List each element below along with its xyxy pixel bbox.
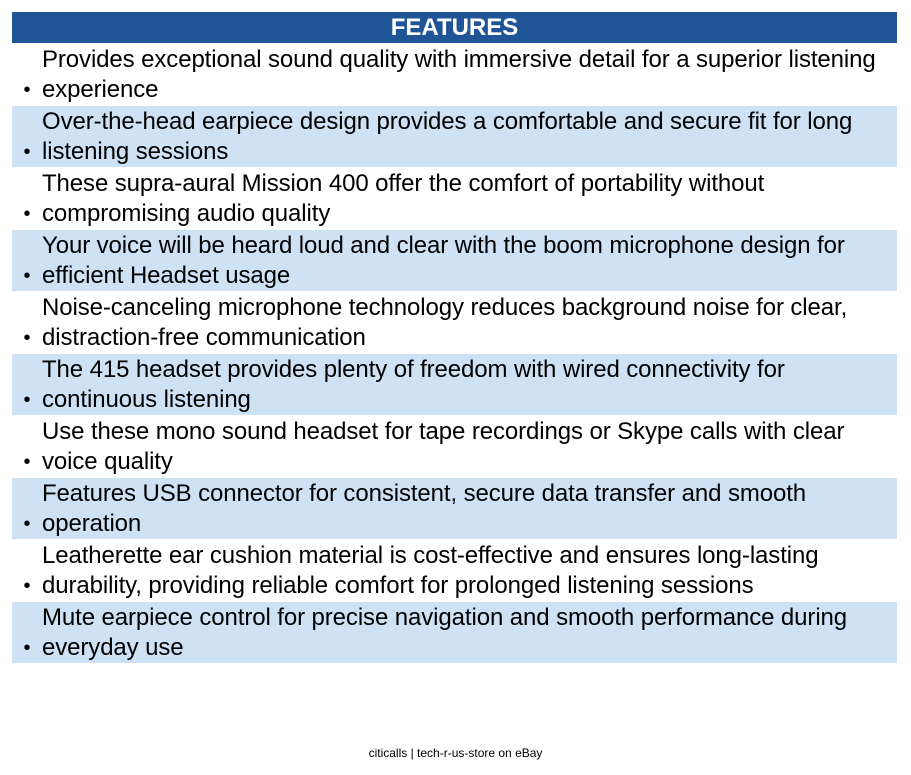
- features-table: [12, 12, 897, 663]
- bullet-icon: •: [23, 389, 31, 411]
- feature-text: Over-the-head earpiece design provides a comfortable and secure fit for long listening sessions: [42, 108, 853, 165]
- feature-row: [12, 354, 897, 415]
- feature-text: Use these mono sound headset for tape recordings or Skype calls with clear voice quality: [42, 418, 845, 475]
- feature-row: [12, 230, 897, 291]
- feature-text: The 415 headset provides plenty of freedom with wired connectivity for continuous listening: [42, 356, 785, 413]
- feature-row: [12, 292, 897, 353]
- footer-credit: citicalls | tech-r-us-store on eBay: [368, 746, 543, 760]
- feature-row: [12, 416, 897, 477]
- feature-text: Your voice will be heard loud and clear with the boom microphone design for efficient Headset usage: [42, 232, 845, 289]
- feature-row: [12, 168, 897, 229]
- feature-text: These supra-aural Mission 400 offer the comfort of portability without compromising audio quality: [42, 170, 765, 227]
- feature-text: Features USB connector for consistent, secure data transfer and smooth operation: [42, 480, 807, 537]
- feature-row: [12, 540, 897, 601]
- bullet-icon: •: [23, 265, 31, 287]
- feature-text: Mute earpiece control for precise navigation and smooth performance during everyday use: [42, 604, 848, 661]
- feature-row: [12, 106, 897, 167]
- bullet-icon: •: [23, 513, 31, 535]
- bullet-icon: •: [23, 451, 31, 473]
- feature-row: [12, 44, 897, 105]
- bullet-icon: •: [23, 141, 31, 163]
- feature-text: Leatherette ear cushion material is cost-effective and ensures long-lasting durability, providing reliable comfort for prolonged listening sessions: [42, 542, 819, 599]
- feature-row: [12, 602, 897, 663]
- bullet-icon: •: [23, 327, 31, 349]
- bullet-icon: •: [23, 79, 31, 101]
- feature-text: Noise-canceling microphone technology reduces background noise for clear, distraction-free communication: [42, 294, 848, 351]
- bullet-icon: •: [23, 637, 31, 659]
- bullet-icon: •: [23, 203, 31, 225]
- feature-text: Provides exceptional sound quality with immersive detail for a superior listening experience: [42, 46, 876, 103]
- features-header: FEATURES: [12, 12, 897, 43]
- bullet-icon: •: [23, 575, 31, 597]
- feature-row: [12, 478, 897, 539]
